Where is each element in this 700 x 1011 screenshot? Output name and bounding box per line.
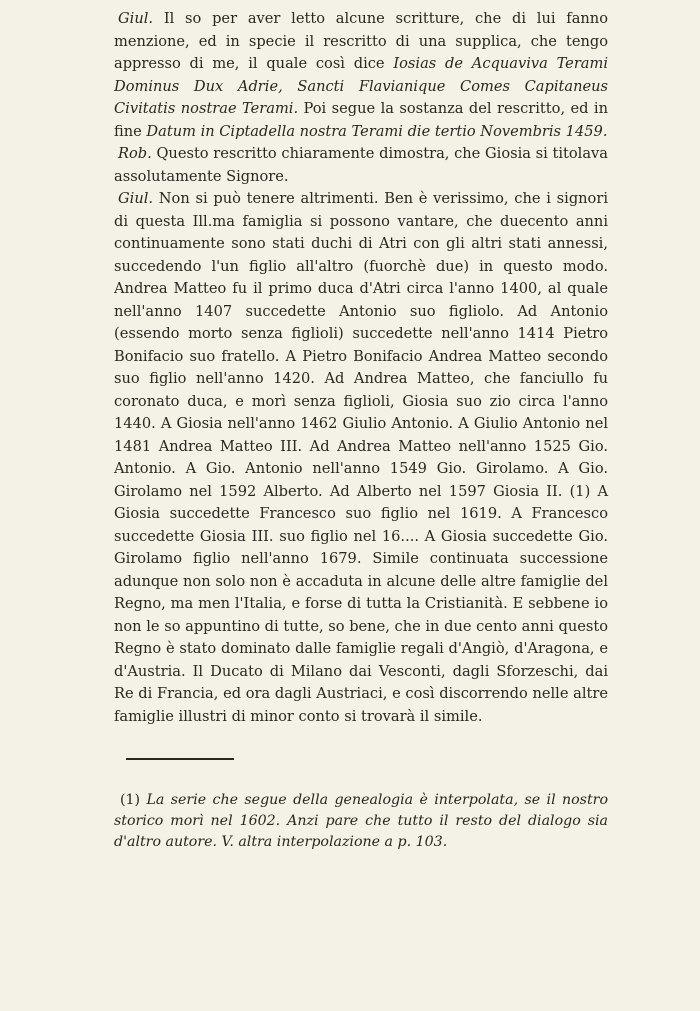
footnote-text: La serie che segue della genealogia è interpolata, se il nostro storico morì nel 1602. Anzi pare che tutto il resto del dialogo sia d'altro autore. V. altra interpolazione a p. 103.: [114, 792, 608, 850]
text-segment: Poi segue la sostanza del rescritto, ed in fine: [114, 100, 608, 140]
latin-quote: Datum in Ciptadella nostra Terami die tertio Novembris 1459.: [146, 122, 608, 140]
footnote-divider: [126, 758, 234, 760]
text-segment: Il so per aver letto alcune scritture, che di lui fanno menzione, ed in specie il rescritto di una supplica, che tengo appresso di me, il quale così dice: [114, 10, 608, 72]
latin-quote: Iosias de Acquaviva Terami Dominus Dux Adrie, Sancti Flavianique Comes Capitaneus Civitatis nostrae Terami.: [114, 55, 609, 117]
dialogue-paragraph: [114, 188, 608, 728]
dialogue-paragraph: [114, 143, 608, 188]
footnote: [114, 790, 608, 853]
speaker-name: Giul.: [118, 10, 154, 27]
dialogue-paragraph: [114, 8, 608, 143]
text-segment: Non si può tenere altrimenti. Ben è verissimo, che i signori di questa Ill.ma famiglia si possono vantare, che duecento anni continuamente sono stati duchi di Atri con gli altri stati annessi, succedendo l'un figlio all'altro (fuorchè due) in questo modo. Andrea Matteo fu il primo duca d'Atri circa l'anno 1400, al quale nell'anno 1407 succedette Antonio suo figliolo. Ad Antonio (essendo morto senza figlioli) succedette nell'anno 1414 Pietro Bonifacio suo fratello. A Pietro Bonifacio Andrea Matteo secondo suo figlio nell'anno 1420. Ad Andrea Matteo, che fanciullo fu coronato duca, e morì senza figlioli, Giosia suo zio circa l'anno 1440. A Giosia nell'anno 1462 Giulio Antonio. A Giulio Antonio nel 1481 Andrea Matteo III. Ad Andrea Matteo nell'anno 1525 Gio. Antonio. A Gio. Antonio nell'anno 1549 Gio. Girolamo. A Gio. Girolamo nel 1592 Alberto. Ad Alberto nel 1597 Giosia II. (1) A Giosia succedette Francesco suo figlio nel 1619. A Francesco succedette Giosia III. suo figlio nel 16.... A Giosia succedette Gio. Girolamo figlio nell'anno 1679. Simile continuata successione adunque non solo non è accaduta in alcune delle altre famiglie del Regno, ma men l'Italia, e forse di tutta la Cristianità. E sebbene io non le so appuntino di tutte, so bene, che in due cento anni questo Regno è stato dominato dalle famiglie regali d'Angiò, d'Aragona, e d'Austria. Il Ducato di Milano dai Vesconti, dagli Sforzeschi, dai Re di Francia, ed ora dagli Austriaci, e così discorrendo nelle altre famiglie illustri di minor conto si trovarà il simile.: [114, 190, 608, 725]
footnote-marker: (1): [120, 792, 141, 808]
speaker-name: Rob.: [118, 145, 152, 162]
text-segment: Questo rescritto chiaramente dimostra, che Giosia si titolava assolutamente Signore.: [114, 145, 608, 185]
body-text: [114, 8, 608, 728]
speaker-name: Giul.: [118, 190, 154, 207]
